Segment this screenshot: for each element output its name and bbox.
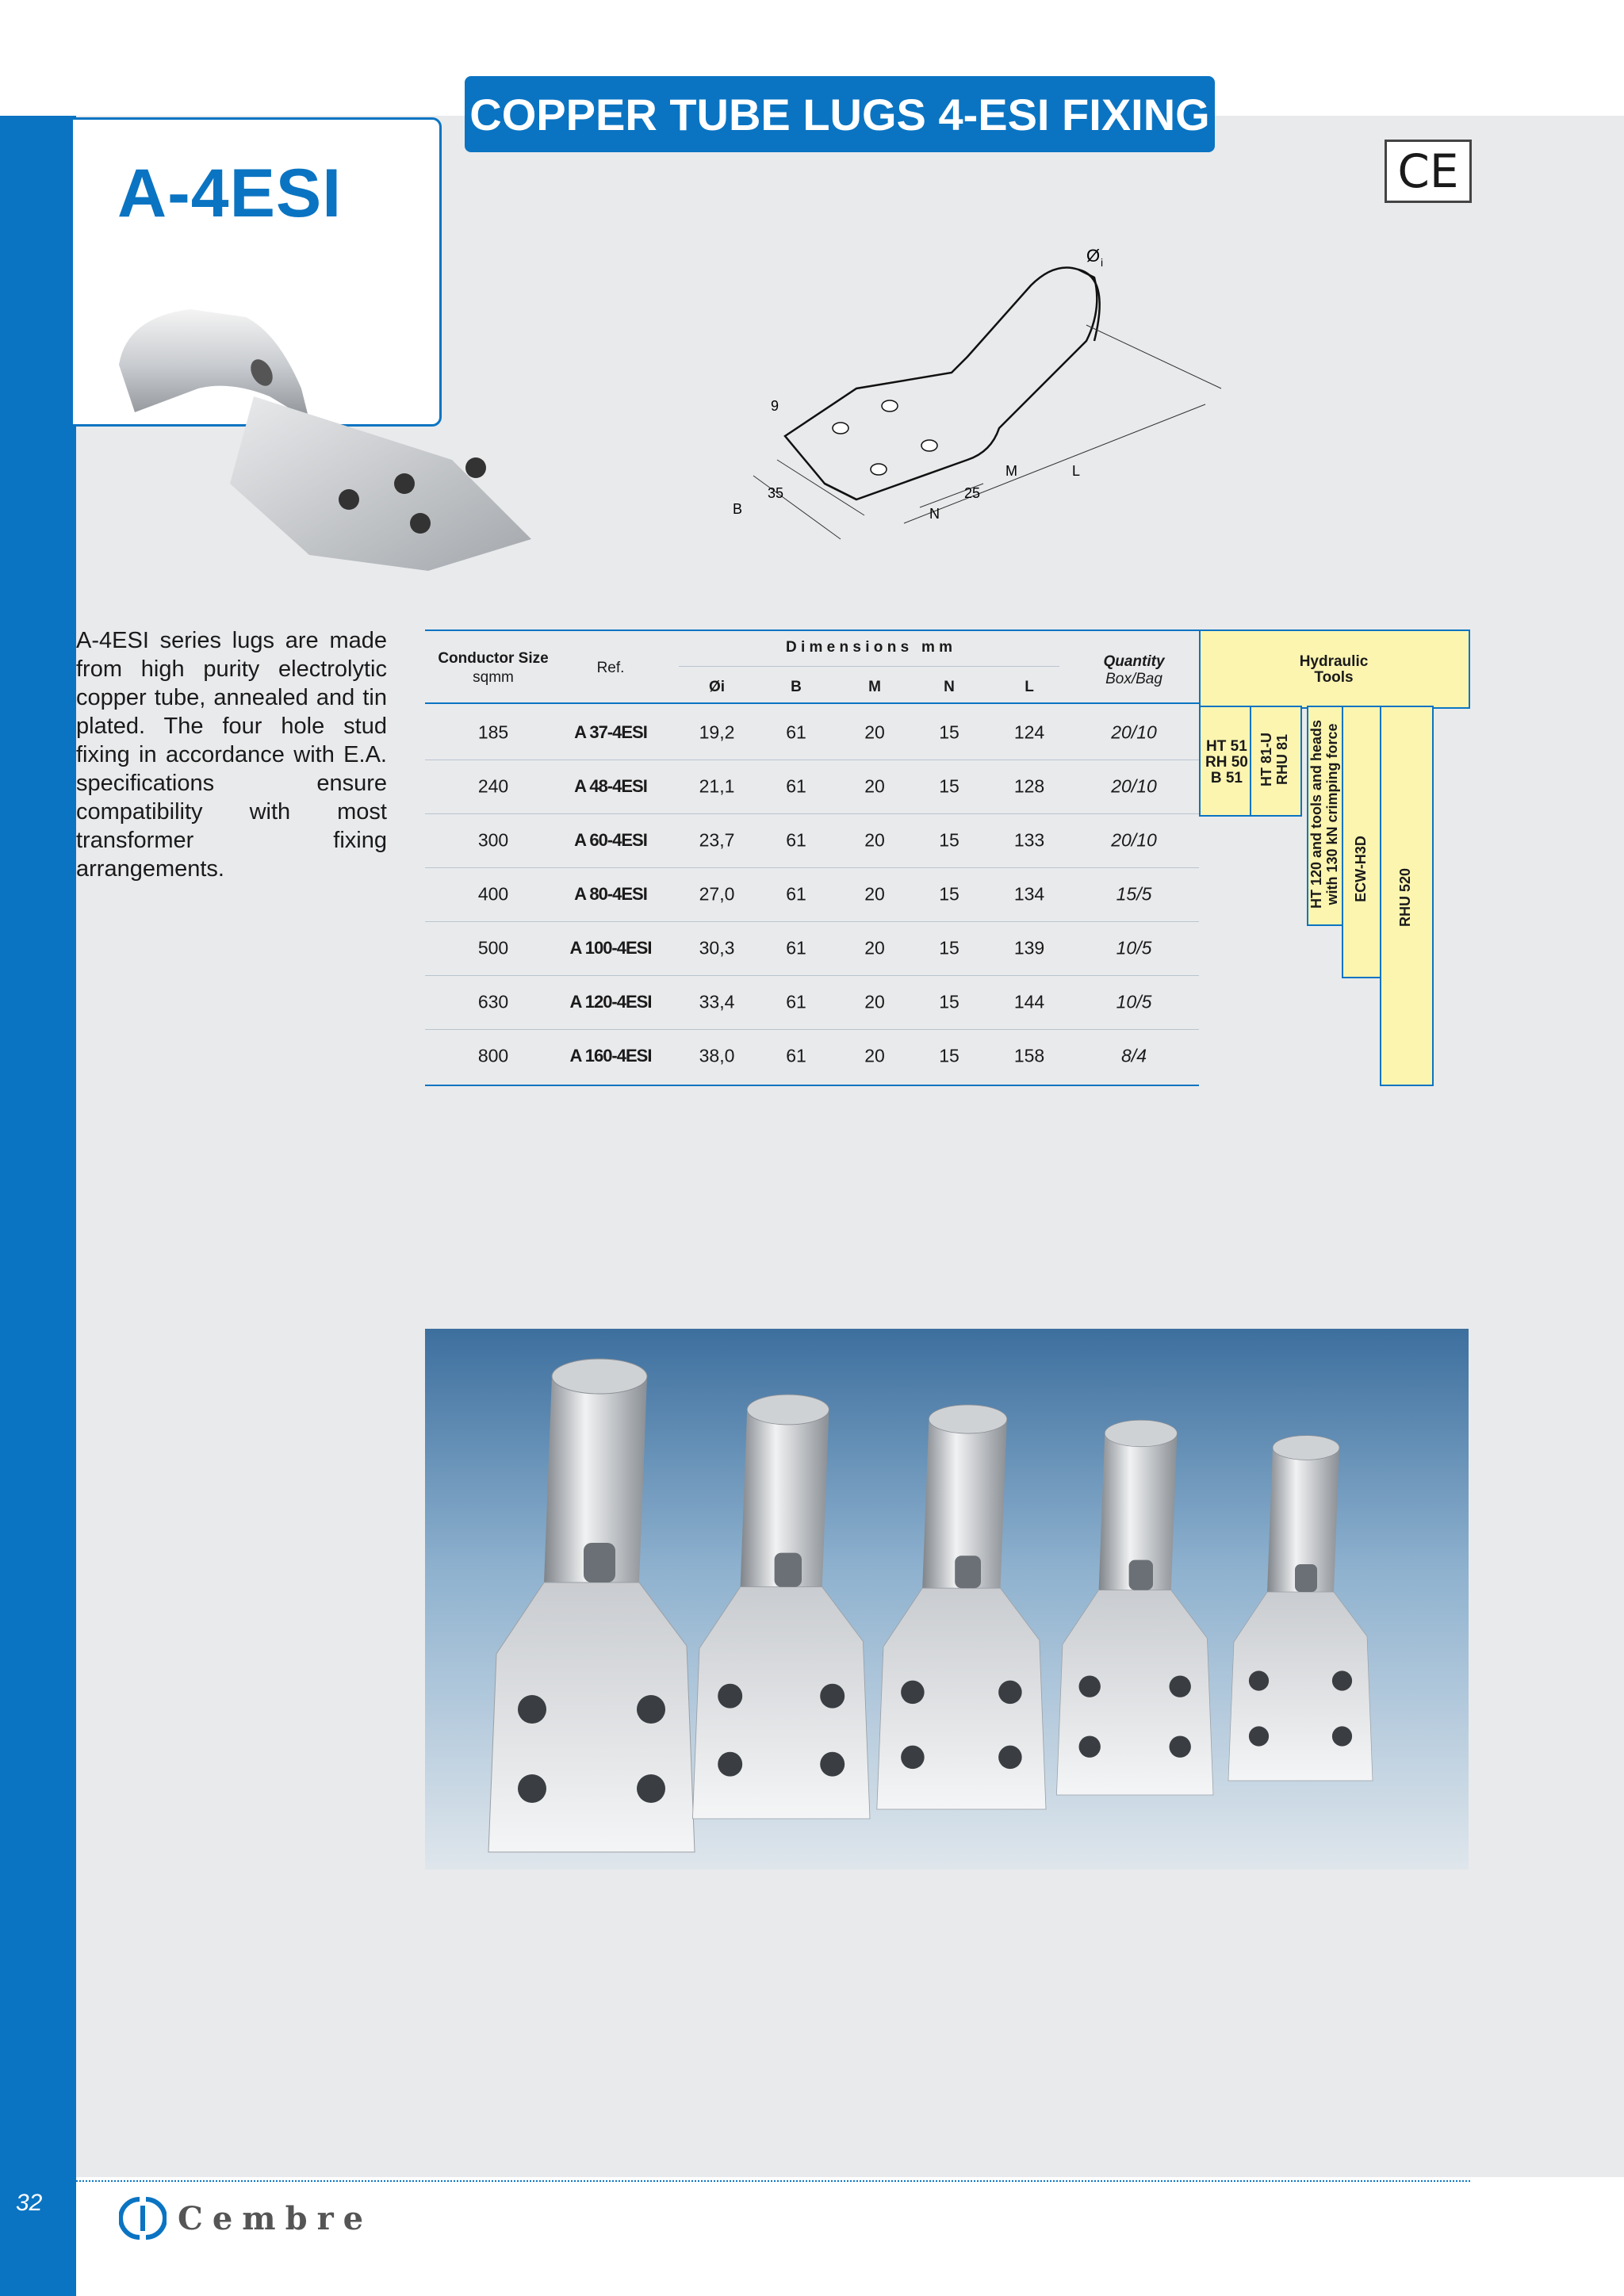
tool-3 (1308, 720, 1340, 909)
product-description (76, 626, 387, 883)
label-25: 25 (964, 485, 981, 501)
cell-ref: A 100-4ESI (569, 938, 652, 958)
ce-mark: CE (1385, 140, 1472, 203)
cell-m: 20 (864, 721, 885, 743)
tool-2-line1: HT 81-U (1258, 732, 1274, 787)
brand-mark-icon (119, 2195, 167, 2242)
cell-b: 61 (786, 883, 806, 905)
cell-oi: 21,1 (699, 775, 735, 797)
footer-rule (76, 2180, 1470, 2182)
brand-logo (119, 2195, 373, 2242)
lugs-group-photo (425, 1329, 1469, 1869)
page-banner: COPPER TUBE LUGS 4-ESI FIXING (465, 76, 1215, 152)
cell-b: 61 (786, 775, 806, 797)
header-l: L (1025, 679, 1034, 695)
cell-qty: 8/4 (1121, 1045, 1147, 1066)
tool-1-line2: RH 50 (1205, 754, 1248, 771)
label-n: N (929, 506, 940, 522)
header-conductor: Conductor Size (438, 650, 549, 667)
row-divider (425, 813, 1199, 814)
cell-ref: A 60-4ESI (574, 830, 647, 850)
product-title: A-4ESI (117, 155, 343, 232)
cell-ref: A 80-4ESI (574, 884, 647, 904)
header-ref: Ref. (596, 660, 625, 676)
cell-size: 500 (477, 937, 509, 959)
cell-n: 15 (939, 991, 959, 1012)
tool-3-line2: with 130 kN crimping force (1324, 723, 1340, 905)
tool-1-line3: B 51 (1210, 770, 1243, 786)
label-9: 9 (771, 398, 779, 414)
cell-b: 61 (786, 991, 806, 1012)
cell-qty: 20/10 (1111, 829, 1157, 851)
cell-oi: 19,2 (699, 721, 735, 743)
cell-qty: 20/10 (1111, 775, 1157, 797)
cell-l: 158 (1013, 1045, 1045, 1066)
header-b: B (791, 679, 802, 695)
tool-4: ECW-H3D (1353, 836, 1369, 902)
cell-oi: 33,4 (699, 991, 735, 1012)
header-n: N (944, 679, 955, 695)
spec-table (425, 629, 1469, 1086)
cell-qty: 10/5 (1116, 937, 1152, 959)
row-divider (425, 975, 1199, 976)
header-quantity-sub: Box/Bag (1105, 671, 1162, 687)
dimension-drawing (682, 230, 1237, 563)
header-conductor-unit: sqmm (473, 669, 514, 686)
cell-n: 15 (939, 775, 959, 797)
tool-1-line1: HT 51 (1206, 738, 1247, 755)
cell-m: 20 (864, 775, 885, 797)
cell-l: 133 (1013, 829, 1045, 851)
header-tools-sub: Tools (1314, 669, 1354, 686)
label-oi: Ø (1086, 246, 1101, 266)
cell-n: 15 (939, 1045, 959, 1066)
cell-size: 630 (477, 991, 509, 1012)
row-divider (425, 867, 1199, 868)
cell-m: 20 (864, 829, 885, 851)
label-l: L (1072, 463, 1081, 479)
cell-qty: 20/10 (1111, 721, 1157, 743)
cell-size: 240 (477, 775, 509, 797)
cell-size: 800 (477, 1045, 509, 1066)
page-number: 32 (16, 2190, 43, 2216)
cell-ref: A 48-4ESI (574, 776, 647, 796)
cell-n: 15 (939, 721, 959, 743)
cell-oi: 30,3 (699, 937, 735, 959)
cell-n: 15 (939, 883, 959, 905)
dimension-rule (679, 666, 1059, 667)
cell-ref: A 160-4ESI (569, 1046, 652, 1066)
row-divider (425, 921, 1199, 922)
tool-2 (1258, 733, 1290, 786)
cell-m: 20 (864, 937, 885, 959)
header-quantity: Quantity (1103, 653, 1165, 670)
cell-b: 61 (786, 721, 806, 743)
label-oi-sub: i (1101, 256, 1104, 269)
lug-product-image (103, 301, 547, 587)
cell-oi: 38,0 (699, 1045, 735, 1066)
cell-m: 20 (864, 991, 885, 1012)
cell-size: 185 (477, 721, 509, 743)
table-bottom-rule (425, 1085, 1199, 1086)
header-bottom-rule (425, 702, 1199, 704)
cell-n: 15 (939, 829, 959, 851)
table-top-rule (425, 629, 1199, 631)
label-35: 35 (768, 485, 784, 501)
cell-l: 144 (1013, 991, 1045, 1012)
brand-name: Cembre (178, 2199, 373, 2237)
cell-b: 61 (786, 1045, 806, 1066)
tool-3-line1: HT 120 and tools and heads (1308, 719, 1324, 909)
cell-l: 139 (1013, 937, 1045, 959)
header-tools: Hydraulic (1299, 653, 1369, 670)
cell-l: 124 (1013, 721, 1045, 743)
tool-5: RHU 520 (1397, 867, 1413, 928)
header-dimensions: D i m e n s i o n s m m (785, 639, 953, 656)
header-m: M (868, 679, 881, 695)
cell-n: 15 (939, 937, 959, 959)
row-divider (425, 1029, 1199, 1030)
cell-oi: 23,7 (699, 829, 735, 851)
header-oi: Øi (708, 679, 726, 695)
side-bar (0, 116, 76, 2296)
cell-b: 61 (786, 937, 806, 959)
cell-size: 400 (477, 883, 509, 905)
label-b: B (733, 501, 743, 517)
cell-m: 20 (864, 883, 885, 905)
cell-ref: A 37-4ESI (574, 722, 647, 742)
cell-size: 300 (477, 829, 509, 851)
cell-l: 134 (1013, 883, 1045, 905)
cell-qty: 15/5 (1116, 883, 1152, 905)
cell-oi: 27,0 (699, 883, 735, 905)
label-m: M (1005, 463, 1017, 479)
cell-l: 128 (1013, 775, 1045, 797)
cell-m: 20 (864, 1045, 885, 1066)
description-text: A-4ESI series lugs are made from high purity electrolytic copper tube, annealed and tin plated. The four hole stud fixing in accordance with E.A. specifications ensure compatibility with most transformer fixing arrangements. (76, 628, 387, 882)
tool-2-line2: RHU 81 (1274, 733, 1290, 786)
tool-1 (1205, 739, 1248, 786)
cell-b: 61 (786, 829, 806, 851)
cell-qty: 10/5 (1116, 991, 1152, 1012)
cell-ref: A 120-4ESI (569, 992, 652, 1012)
